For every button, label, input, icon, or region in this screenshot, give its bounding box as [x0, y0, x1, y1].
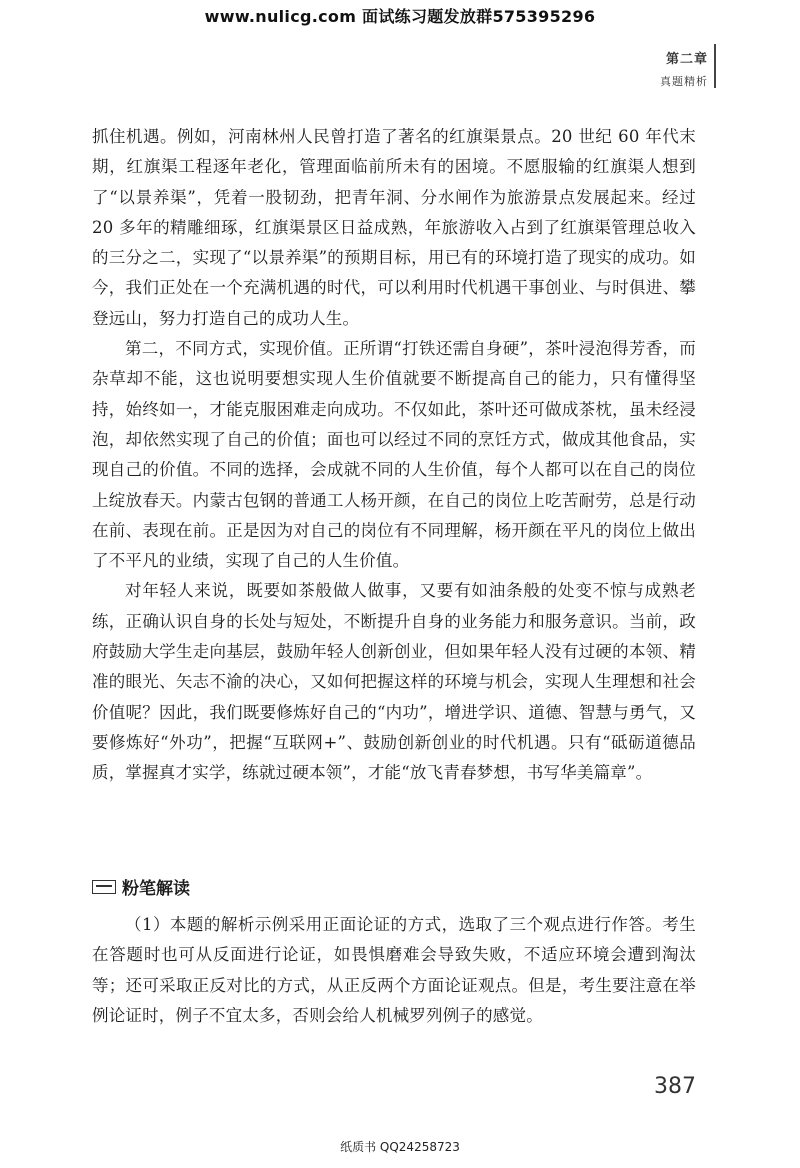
section-heading-label: 粉笔解读 — [122, 879, 190, 899]
page-number: 387 — [654, 1074, 696, 1099]
analysis-text — [92, 910, 696, 1031]
chapter-divider — [714, 44, 716, 88]
chapter-header — [660, 48, 708, 89]
chapter-subtitle: 真题精析 — [660, 75, 708, 88]
bottom-watermark: 纸质书 QQ24258723 — [340, 1140, 460, 1154]
paragraph: 抓住机遇。例如，河南林州人民曾打造了著名的红旗渠景点。20 世纪 60 年代末期，红旗渠工程逐年老化，管理面临前所未有的困境。不愿服输的红旗渠人想到了“以景养渠”，凭着一股韧劲，把青年洞、分水闸作为旅游景点发展起来。经过 20 多年的精雕细琢，红旗渠景区日益成熟，年旅游收入占到了红旗渠管理总收入的三分之二，实现了“以景养渠”的预期目标，用已有的环境打造了现实的成功。如今，我们正处在一个充满机遇的时代，可以利用时代机遇干事创业、与时俱进、攀登远山，努力打造自己的成功人生。 — [92, 127, 696, 328]
top-watermark: www.nulicg.com 面试练习题发放群575395296 — [204, 7, 596, 26]
paragraph: 对年轻人来说，既要如茶般做人做事，又要有如油条般的处变不惊与成熟老练，正确认识自身的长处与短处，不断提升自身的业务能力和服务意识。当前，政府鼓励大学生走向基层，鼓励年轻人创新创业，但如果年轻人没有过硬的本领、精准的眼光、矢志不渝的决心，又如何把握这样的环境与机会，实现人生理想和社会价值呢？因此，我们既要修炼好自己的“内功”，增进学识、道德、智慧与勇气，又要修炼好“外功”，把握“互联网+”、鼓励创新创业的时代机遇。只有“砥砺道德品质，掌握真才实学，练就过硬本领”，才能“放飞青春梦想，书写华美篇章”。 — [92, 581, 696, 783]
paragraph: 第二，不同方式，实现价值。正所谓“打铁还需自身硬”，茶叶浸泡得芳香，而杂草却不能，这也说明要想实现人生价值就要不断提高自己的能力，只有懂得坚持，始终如一，才能克服困难走向成功。不仅如此，茶叶还可做成茶枕，虽未经浸泡，却依然实现了自己的价值；面也可以经过不同的烹饪方式，做成其他食品，实现自己的价值。不同的选择，会成就不同的人生价值，每个人都可以在自己的岗位上绽放春天。内蒙古包钢的普通工人杨开颜，在自己的岗位上吃苦耐劳，总是行动在前、表现在前。正是因为对自己的岗位有不同理解，杨开颜在平凡的岗位上做出了不平凡的业绩，实现了自己的人生价值。 — [92, 339, 696, 571]
section-heading — [92, 874, 190, 899]
analysis-paragraph: （1）本题的解析示例采用正面论证的方式，选取了三个观点进行作答。考生在答题时也可从反面进行论证，如畏惧磨难会导致失败，不适应环境会遭到淘汰等；还可采取正反对比的方式，从正反两个方面论证观点。但是，考生要注意在举例论证时，例子不宜太多，否则会给人机械罗列例子的感觉。 — [92, 915, 696, 1025]
chapter-title: 第二章 — [665, 52, 708, 67]
main-text — [92, 122, 696, 789]
book-icon — [92, 880, 116, 894]
